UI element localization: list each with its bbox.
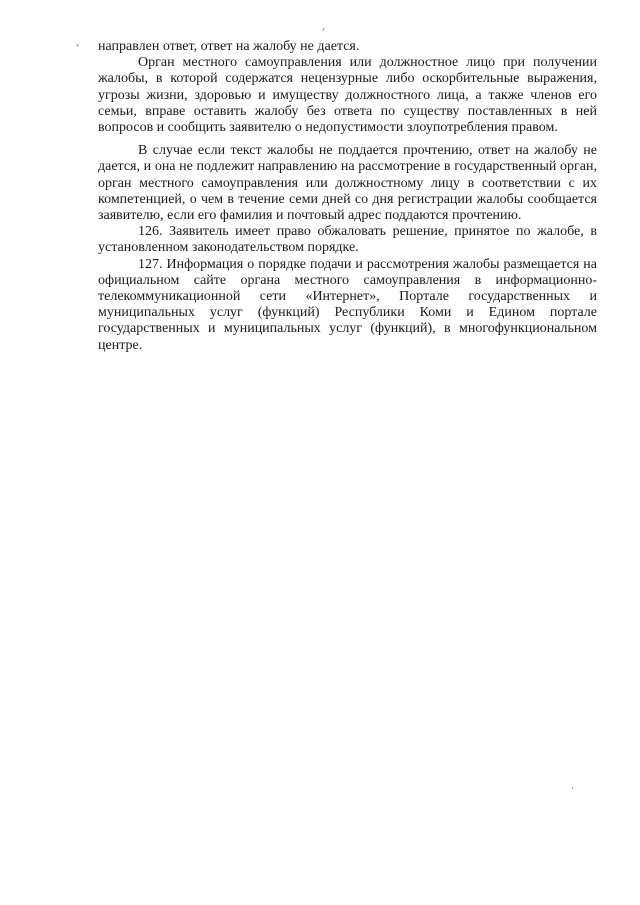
scan-speck (76, 44, 78, 47)
paragraph-item-127: 127. Информация о порядке подачи и рассмотрения жалобы размещается на официальном сайте органа местного самоуправления в информационно-телекоммуникационной сети «Интернет», Портале государственных и муниципальных услуг (функций) Республики Коми и Едином портале государственных и муниципальных услуг (функций), в многофункциональном центре. (98, 256, 597, 353)
scan-speck (322, 28, 324, 31)
paragraph-unreadable-complaint: В случае если текст жалобы не поддается прочтению, ответ на жалобу не дается, и она не подлежит направлению на рассмотрение в государственный орган, орган местного самоуправления или должностному лицу в соответствии с их компетенцией, о чем в течение семи дней со дня регистрации жалобы сообщается заявителю, если его фамилия и почтовый адрес поддаются прочтению. (98, 143, 597, 224)
document-body (98, 39, 597, 354)
paragraph-item-126: 126. Заявитель имеет право обжаловать решение, принятое по жалобе, в установленном законодательством порядке. (98, 224, 597, 256)
scan-speck (572, 787, 574, 789)
paragraph-offensive-complaint: Орган местного самоуправления или должностное лицо при получении жалобы, в которой содержатся нецензурные либо оскорбительные выражения, угрозы жизни, здоровью и имуществу должностного лица, а также членов его семьи, вправе оставить жалобу без ответа по существу поставленных в ней вопросов и сообщить заявителю о недопустимости злоупотребления правом. (98, 55, 597, 136)
paragraph-continuation: направлен ответ, ответ на жалобу не дается. (98, 39, 360, 54)
